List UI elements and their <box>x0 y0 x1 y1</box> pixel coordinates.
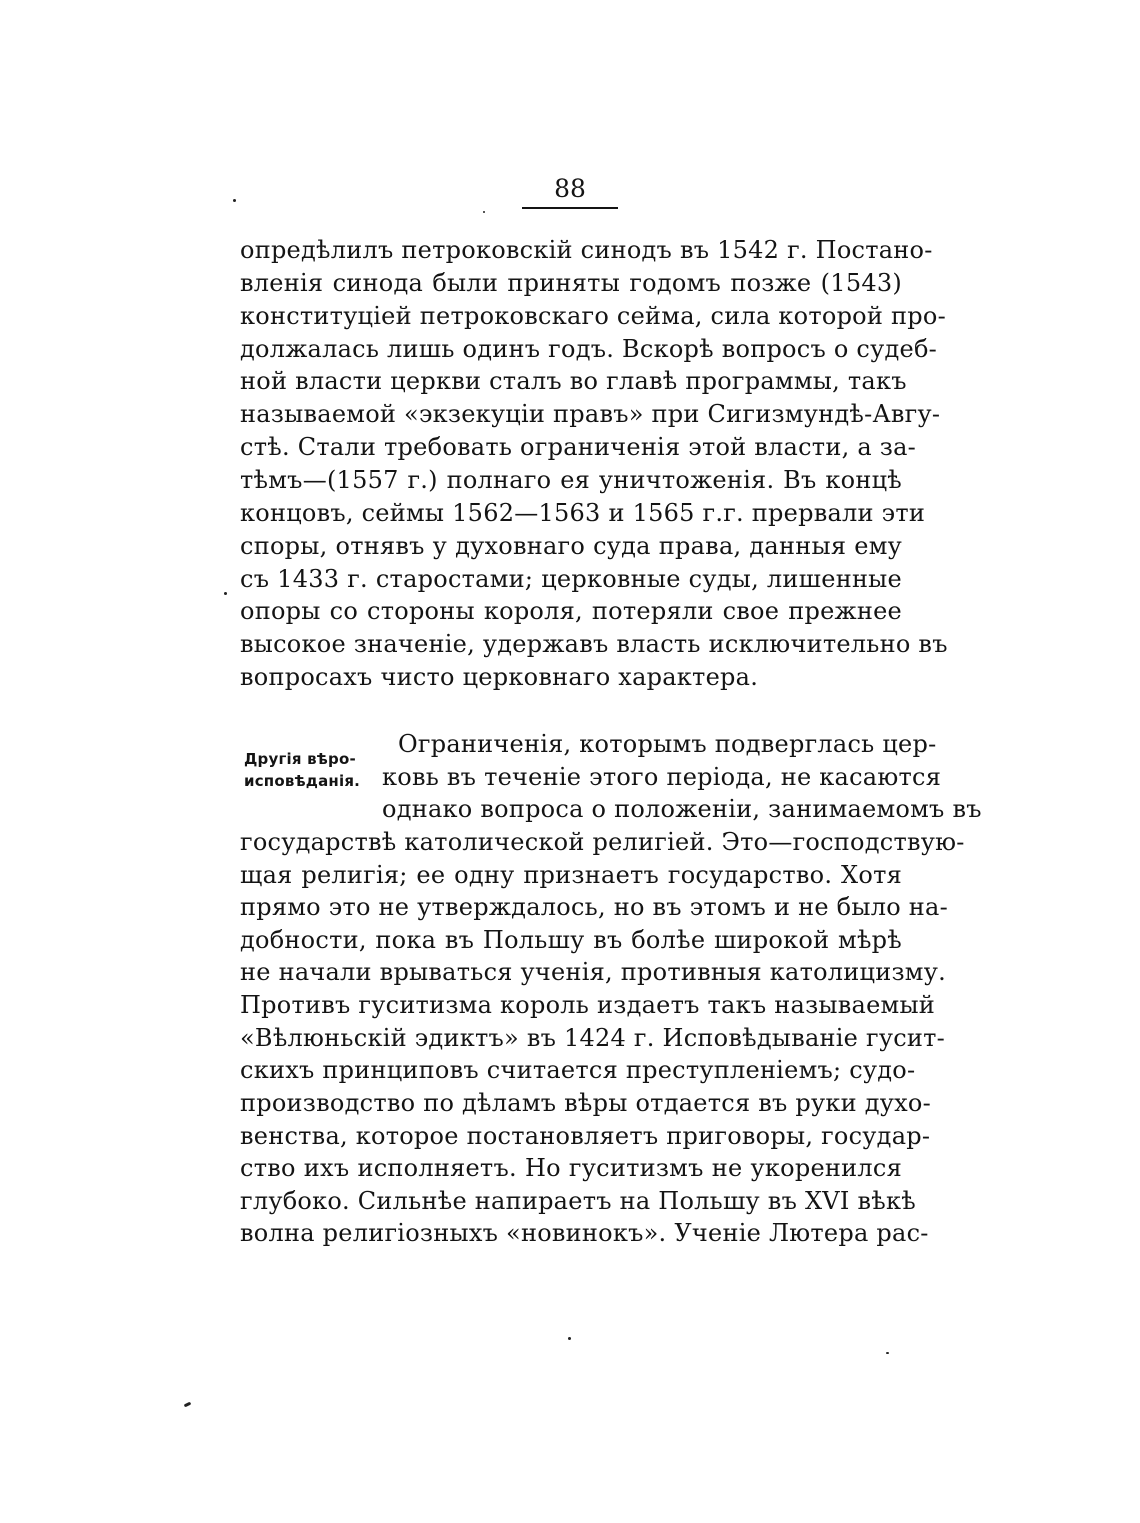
text-line: съ 1433 г. старостами; церковные суды, лишенные <box>240 564 902 593</box>
text-line: споры, отнявъ у духовнаго суда права, данныя ему <box>240 531 902 560</box>
text-line: вленія синода были приняты годомъ позже (1543) <box>240 268 902 297</box>
text-line: Ограниченія, которымъ подверглась цер- <box>398 730 937 758</box>
paragraph-1 <box>240 234 948 694</box>
text-line: волна религіозныхъ «новинокъ». Ученіе Лютера рас- <box>240 1219 929 1248</box>
margin-note-line: исповѣданія. <box>244 772 361 790</box>
scan-speck <box>483 211 485 213</box>
text-line: называемой «экзекуціи правъ» при Сигизмундѣ-Авгу- <box>240 400 941 429</box>
paragraph-2 <box>240 728 982 1250</box>
text-line: ство ихъ исполняетъ. Но гуситизмъ не укоренился <box>240 1154 902 1183</box>
text-line: должалась лишь одинъ годъ. Вскорѣ вопросъ о судеб- <box>240 334 938 363</box>
text-line: Противъ гуситизма король издаетъ такъ называемый <box>240 991 936 1019</box>
margin-note-line: Другія вѣро- <box>244 750 356 768</box>
text-line: вопросахъ чисто церковнаго характера. <box>240 663 759 692</box>
text-line: ной власти церкви сталъ во главѣ программы, такъ <box>240 367 907 396</box>
text-line: концовъ, сеймы 1562—1563 и 1565 г.г. прервали эти <box>240 498 926 527</box>
text-line: не начали врываться ученія, противныя католицизму. <box>240 958 946 987</box>
page-number: 88 <box>554 174 586 203</box>
scan-speck <box>886 1352 889 1354</box>
text-line: конституціей петроковскаго сейма, сила которой про- <box>240 301 946 330</box>
text-line: щая религія; ее одну признаетъ государство. Хотя <box>240 860 902 889</box>
text-line: тѣмъ—(1557 г.) полнаго ея уничтоженія. Въ концѣ <box>240 466 902 495</box>
scan-speck <box>184 1402 192 1408</box>
text-line: стѣ. Стали требовать ограниченія этой власти, а за- <box>240 433 917 462</box>
text-line: добности, пока въ Польшу въ болѣе широкой мѣрѣ <box>240 925 902 954</box>
page-number-rule <box>522 207 618 209</box>
text-line: «Вѣлюньскій эдиктъ» въ 1424 г. Исповѣдываніе гусит- <box>240 1023 946 1052</box>
text-line: высокое значеніе, удержавъ власть исключительно въ <box>240 630 948 659</box>
text-line: скихъ принциповъ считается преступленіемъ; судо- <box>240 1056 916 1085</box>
text-line: однако вопроса о положеніи, занимаемомъ въ <box>382 795 982 824</box>
text-line: производство по дѣламъ вѣры отдается въ руки духо- <box>240 1088 931 1117</box>
scan-speck <box>224 592 227 595</box>
text-line: прямо это не утверждалось, но въ этомъ и не было на- <box>240 893 948 922</box>
text-line: ковь въ теченіе этого періода, не касаются <box>382 762 942 791</box>
scan-speck <box>568 1337 571 1340</box>
scan-speck <box>233 199 236 202</box>
text-line: венства, которое постановляетъ приговоры, государ- <box>240 1121 931 1150</box>
text-line: глубоко. Сильнѣе напираетъ на Польшу въ XVI вѣкѣ <box>240 1186 916 1215</box>
text-line: опредѣлилъ петроковскій синодъ въ 1542 г. Постано- <box>240 236 933 264</box>
text-line: государствѣ католической религіей. Это—господствую- <box>240 827 965 856</box>
text-line: опоры со стороны короля, потеряли свое прежнее <box>240 597 902 626</box>
